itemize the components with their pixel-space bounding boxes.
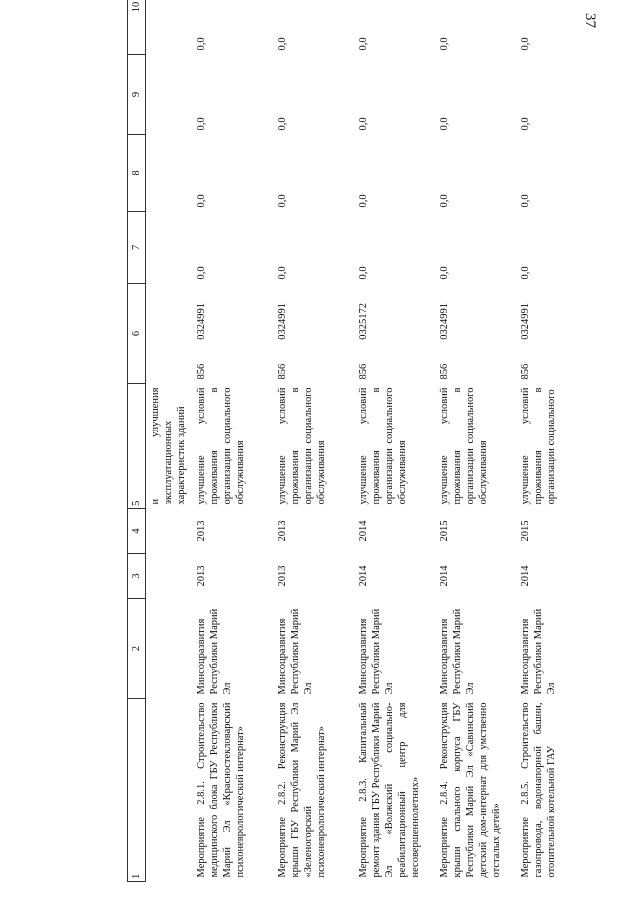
col-header-9: 9 xyxy=(128,55,146,135)
value-col-7: 0,0 xyxy=(357,266,369,280)
budget-code xyxy=(435,284,516,384)
col-header-1: 1 xyxy=(128,699,146,882)
value-col-8: 0,0 xyxy=(438,194,450,208)
measure-name: Мероприятие 2.8.5. Строительство газопровода, водонапорной башни, отопительной котельной ГАУ xyxy=(519,702,557,878)
value-col-7: 0,0 xyxy=(438,266,450,280)
kbk-target: 0325172 xyxy=(357,303,369,340)
col-header-10: 10 xyxy=(128,0,146,55)
value-col-7: 0,0 xyxy=(195,266,207,280)
table-row xyxy=(192,0,273,882)
value-col-8: 0,0 xyxy=(276,194,288,208)
year-end: 2014 xyxy=(357,520,369,542)
table-row xyxy=(273,0,354,882)
continuation-text: и улучшения эксплуатационных характеристик зданий xyxy=(150,387,188,505)
col-header-5: 5 xyxy=(128,384,146,509)
table-row xyxy=(435,0,516,882)
year-end: 2015 xyxy=(438,520,450,542)
measure-name: Мероприятие 2.8.2. Реконструкция крыши ГБУ Республики Марий Эл «Зеленогорский психоневрологический интернат» xyxy=(276,702,327,878)
value-col-8: 0,0 xyxy=(519,194,531,208)
year-end: 2013 xyxy=(276,520,288,542)
value-col-9: 0,0 xyxy=(357,117,369,131)
value-col-10: 0,0 xyxy=(438,37,450,51)
value-col-10: 0,0 xyxy=(195,37,207,51)
value-col-10: 0,0 xyxy=(276,37,288,51)
value-col-7: 0,0 xyxy=(276,266,288,280)
program-measures-table xyxy=(127,0,597,882)
budget-code xyxy=(273,284,354,384)
col-header-8: 8 xyxy=(128,135,146,212)
year-start: 2013 xyxy=(195,565,207,587)
year-start: 2013 xyxy=(276,565,288,587)
value-col-9: 0,0 xyxy=(195,117,207,131)
kbk-department: 856 xyxy=(357,363,369,380)
page-number: 37 xyxy=(582,13,598,28)
col-header-6: 6 xyxy=(128,284,146,384)
value-col-9: 0,0 xyxy=(519,117,531,131)
value-col-10: 0,0 xyxy=(357,37,369,51)
value-col-10: 0,0 xyxy=(519,37,531,51)
budget-code xyxy=(192,284,273,384)
col-header-4: 4 xyxy=(128,509,146,554)
kbk-target: 0324991 xyxy=(195,303,207,340)
col-header-2: 2 xyxy=(128,599,146,699)
measure-name: Мероприятие 2.8.4. Реконструкция крыши спального корпуса ГБУ Республики Марий Эл «Савинский детский дом-интернат для умственно отсталых детей» xyxy=(438,702,502,878)
budget-code xyxy=(516,284,597,384)
col-header-3: 3 xyxy=(128,554,146,599)
table-row xyxy=(516,0,597,882)
kbk-target: 0324991 xyxy=(519,303,531,340)
executor: Минсоцразвития Республики Марий Эл xyxy=(357,608,395,695)
kbk-target: 0324991 xyxy=(276,303,288,340)
kbk-department: 856 xyxy=(519,363,531,380)
year-start: 2014 xyxy=(519,565,531,587)
table-row xyxy=(354,0,435,882)
rotated-table-container xyxy=(127,1,627,882)
year-start: 2014 xyxy=(438,565,450,587)
value-col-9: 0,0 xyxy=(276,117,288,131)
executor: Минсоцразвития Республики Марий Эл xyxy=(438,608,476,695)
measure-name: Мероприятие 2.8.1. Строительство медицинского блока ГБУ Республики Марий Эл «Красностекловарский психоневрологический интернат» xyxy=(195,702,246,878)
expected-result: улучшение условий проживания в организации социального xyxy=(519,387,557,505)
col-header-7: 7 xyxy=(128,212,146,284)
expected-result: улучшение условий проживания в организации социального обслуживания xyxy=(276,387,327,505)
expected-result: улучшение условий проживания в организации социального обслуживания xyxy=(195,387,246,505)
value-col-8: 0,0 xyxy=(357,194,369,208)
measure-name: Мероприятие 2.8.3. Капитальный ремонт здания ГБУ Республики Марий Эл «Волжский социально-реабилитационный центр для несовершеннолетних» xyxy=(357,702,421,878)
value-col-8: 0,0 xyxy=(195,194,207,208)
executor: Минсоцразвития Республики Марий Эл xyxy=(195,608,233,695)
expected-result: улучшение условий проживания в организации социального обслуживания xyxy=(357,387,408,505)
column-number-row xyxy=(128,0,146,882)
year-end: 2015 xyxy=(519,520,531,542)
kbk-department: 856 xyxy=(438,363,450,380)
kbk-department: 856 xyxy=(195,363,207,380)
kbk-department: 856 xyxy=(276,363,288,380)
kbk-target: 0324991 xyxy=(438,303,450,340)
value-col-7: 0,0 xyxy=(519,266,531,280)
year-start: 2014 xyxy=(357,565,369,587)
executor: Минсоцразвития Республики Марий Эл xyxy=(276,608,314,695)
expected-result: улучшение условий проживания в организации социального обслуживания xyxy=(438,387,489,505)
value-col-9: 0,0 xyxy=(438,117,450,131)
year-end: 2013 xyxy=(195,520,207,542)
budget-code xyxy=(354,284,435,384)
continuation-row xyxy=(146,0,192,882)
executor: Минсоцразвития Республики Марий Эл xyxy=(519,608,557,695)
